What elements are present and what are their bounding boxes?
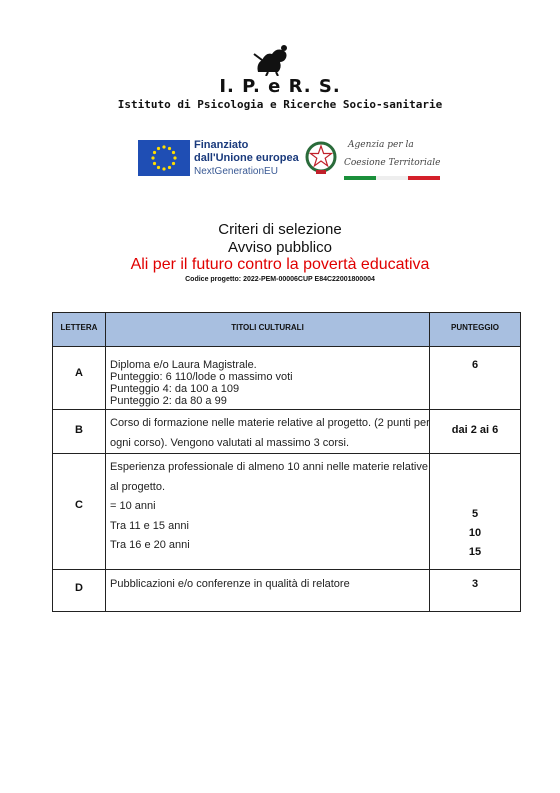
score-value: 5 <box>471 508 479 520</box>
title-line: Punteggio 2: da 80 a 99 <box>110 395 227 407</box>
table-header-row <box>53 313 521 347</box>
title-line: Punteggio: 6 110/lode o massimo voti <box>110 371 293 383</box>
criteria-table <box>52 312 521 612</box>
row-letter: D <box>53 570 106 612</box>
eu-funding-text <box>194 139 299 178</box>
agency-logo <box>344 136 444 184</box>
project-code: Codice progetto: 2022-PEM-00006CUP E84C22001800004 <box>185 276 375 283</box>
title-criteri: Criteri di selezione <box>218 221 342 238</box>
row-letter: A <box>53 347 106 410</box>
table-row <box>53 347 521 410</box>
row-titles <box>106 410 430 454</box>
score-value: 10 <box>468 527 482 539</box>
eu-text-line3: NextGenerationEU <box>194 166 278 177</box>
eu-text-line2: dall'Unione europea <box>194 152 299 164</box>
row-titles <box>106 347 430 410</box>
row-score <box>430 454 521 570</box>
title-avviso: Avviso pubblico <box>228 239 332 256</box>
title-line: Esperienza professionale di almeno 10 anni nelle materie relative <box>110 461 428 473</box>
title-line: Tra 16 e 20 anni <box>110 539 190 551</box>
row-titles <box>106 570 430 612</box>
eu-flag-icon <box>138 140 190 176</box>
org-name: I. P. e R. S. <box>219 76 341 97</box>
row-score <box>430 410 521 454</box>
title-line: = 10 anni <box>110 500 156 512</box>
row-letter: C <box>53 454 106 570</box>
title-line: Tra 11 e 15 anni <box>110 519 189 532</box>
funding-logos <box>138 136 444 186</box>
score-value: 6 <box>471 359 479 371</box>
title-line: Corso di formazione nelle materie relative al progetto. (2 punti per <box>110 417 430 429</box>
title-line: al progetto. <box>110 480 166 493</box>
agency-line1: Agenzia per la <box>348 140 414 150</box>
header-lettera: LETTERA <box>53 313 106 347</box>
header-punteggio: PUNTEGGIO <box>430 313 521 347</box>
eu-text-line1: Finanziato <box>194 139 249 151</box>
table-row <box>53 454 521 570</box>
title-line: Diploma e/o Laura Magistrale. <box>110 359 257 371</box>
ipers-logo-figure <box>248 42 296 76</box>
agency-line2: Coesione Territoriale <box>344 158 441 168</box>
table-row <box>53 410 521 454</box>
italian-republic-emblem-icon <box>304 138 338 176</box>
header-titoli: TITOLI CULTURALI <box>106 313 430 347</box>
italian-flag-stripe-icon <box>344 176 440 180</box>
title-line: ogni corso). Vengono valutati al massimo 3 corsi. <box>110 437 350 449</box>
row-score <box>430 347 521 410</box>
title-line: Pubblicazioni e/o conferenze in qualità di relatore <box>110 578 350 590</box>
title-project-name: Ali per il futuro contro la povertà educativa <box>130 256 430 273</box>
score-value: 3 <box>471 578 479 590</box>
score-value: dai 2 ai 6 <box>451 424 499 436</box>
row-score <box>430 570 521 612</box>
org-full-name: Istituto di Psicologia e Ricerche Socio-sanitarie <box>117 98 443 111</box>
table-row <box>53 570 521 612</box>
row-letter: B <box>53 410 106 454</box>
title-line: Punteggio 4: da 100 a 109 <box>110 383 240 395</box>
row-titles <box>106 454 430 570</box>
score-value: 15 <box>468 546 482 558</box>
